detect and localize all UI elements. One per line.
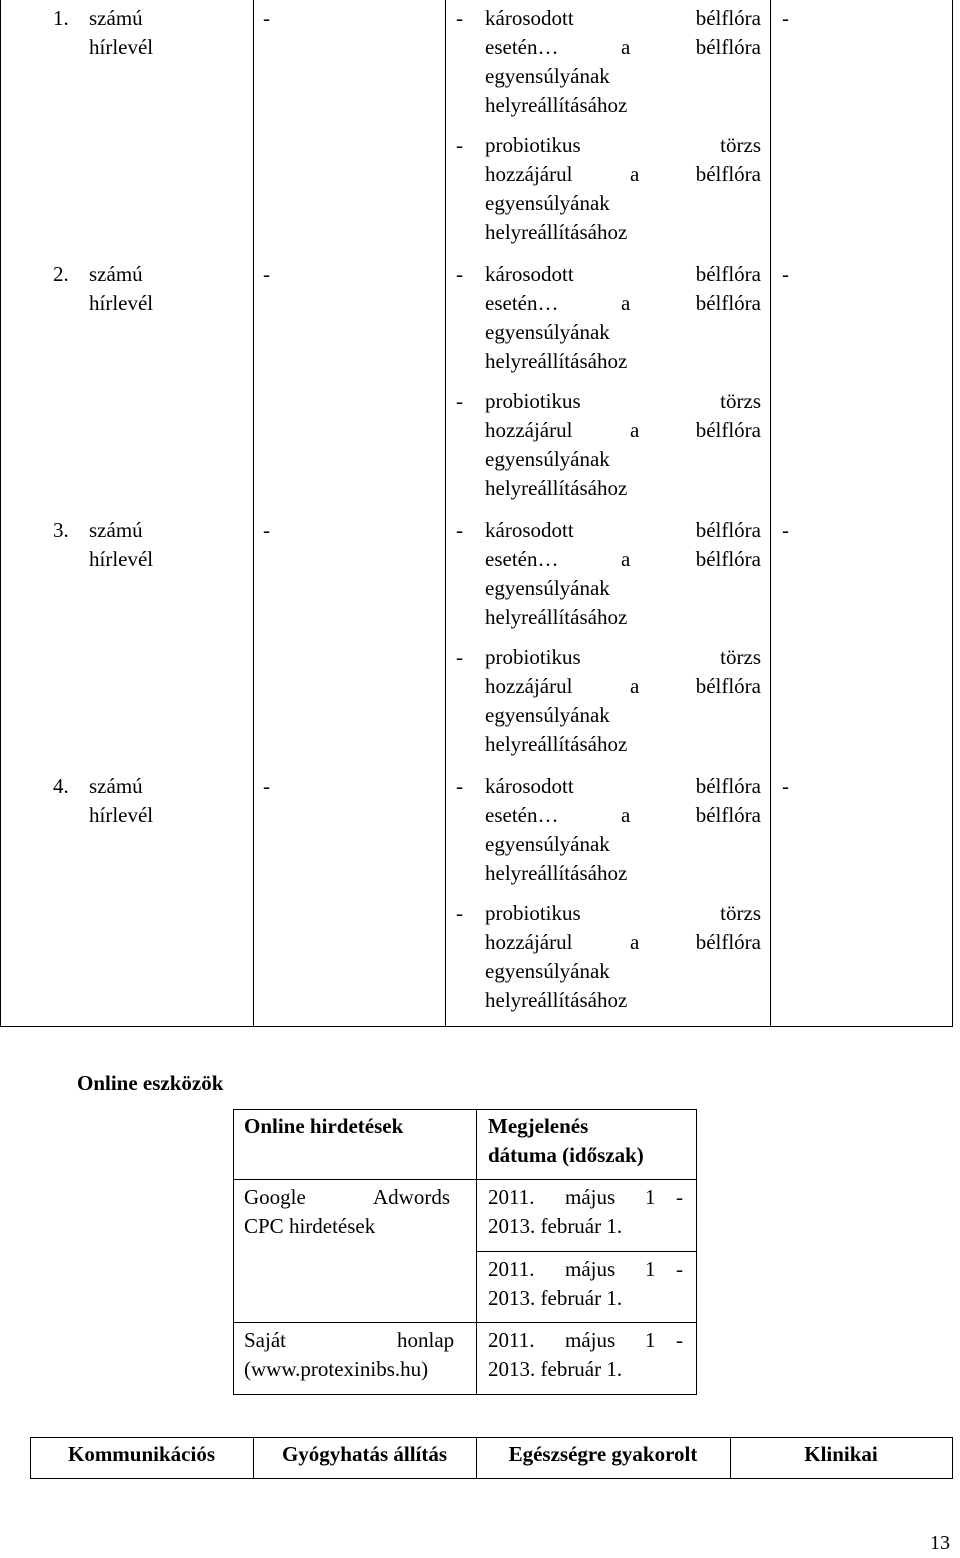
- item-dash: -: [456, 262, 463, 286]
- table-cell: 2011.: [488, 1185, 535, 1209]
- column-header: Kommunikációs: [67, 1442, 216, 1466]
- item-text: helyreállításához: [485, 988, 628, 1012]
- item-dash: -: [456, 774, 463, 798]
- table-divider: [233, 1109, 234, 1395]
- table-cell: 2011.: [488, 1257, 535, 1281]
- item-text: bélflóra: [695, 418, 761, 442]
- table-cell: -: [676, 1185, 683, 1209]
- item-text: helyreállításához: [485, 476, 628, 500]
- newsletter-number: 4.: [53, 774, 69, 798]
- item-text: probiotikus: [485, 645, 581, 669]
- table-divider: [30, 1437, 953, 1438]
- table-cell: 2011.: [488, 1328, 535, 1352]
- item-text: a: [621, 803, 631, 827]
- item-dash: -: [456, 645, 463, 669]
- item-text: esetén…: [485, 547, 559, 571]
- item-text: bélflóra: [695, 774, 761, 798]
- newsletter-title: hírlevél: [89, 547, 154, 571]
- newsletter-number: 2.: [53, 262, 69, 286]
- item-text: helyreállításához: [485, 605, 628, 629]
- item-text: törzs: [720, 645, 761, 669]
- col4-value: -: [782, 6, 789, 30]
- table-cell: Adwords: [373, 1185, 450, 1209]
- item-text: bélflóra: [695, 35, 761, 59]
- col4-value: -: [782, 262, 789, 286]
- table-cell: Google: [244, 1185, 306, 1209]
- table-divider: [952, 1437, 953, 1479]
- item-text: törzs: [720, 901, 761, 925]
- item-dash: -: [456, 6, 463, 30]
- table-cell: május: [565, 1328, 616, 1352]
- table-cell: 2013. február 1.: [488, 1357, 623, 1381]
- item-text: a: [621, 547, 631, 571]
- item-text: helyreállításához: [485, 861, 628, 885]
- item-text: helyreállításához: [485, 732, 628, 756]
- table-cell: honlap: [397, 1328, 455, 1352]
- col4-value: -: [782, 774, 789, 798]
- table-divider: [770, 0, 771, 1027]
- table-cell: 1: [645, 1185, 656, 1209]
- item-text: károsodott: [485, 262, 574, 286]
- newsletter-title: számú: [89, 262, 143, 286]
- item-text: bélflóra: [695, 547, 761, 571]
- item-text: egyensúlyának: [485, 64, 610, 88]
- item-text: a: [630, 162, 640, 186]
- table-divider: [233, 1394, 697, 1395]
- table-divider: [233, 1109, 697, 1110]
- item-text: károsodott: [485, 518, 574, 542]
- newsletter-title: hírlevél: [89, 803, 154, 827]
- table-divider: [0, 1026, 953, 1027]
- item-text: esetén…: [485, 291, 559, 315]
- item-text: egyensúlyának: [485, 703, 610, 727]
- table-cell: CPC hirdetések: [244, 1214, 376, 1238]
- item-dash: -: [456, 518, 463, 542]
- table-divider: [445, 0, 446, 1027]
- item-text: törzs: [720, 389, 761, 413]
- item-text: esetén…: [485, 35, 559, 59]
- newsletter-title: számú: [89, 6, 143, 30]
- item-text: bélflóra: [695, 162, 761, 186]
- table-divider: [476, 1109, 477, 1395]
- item-text: hozzájárul: [485, 674, 573, 698]
- col2-value: -: [263, 262, 270, 286]
- item-text: hozzájárul: [485, 418, 573, 442]
- column-header: Gyógyhatás állítás: [281, 1442, 448, 1466]
- table-cell: 1: [645, 1257, 656, 1281]
- item-text: a: [630, 418, 640, 442]
- item-dash: -: [456, 389, 463, 413]
- section-heading: Online eszközök: [77, 1071, 224, 1095]
- item-text: probiotikus: [485, 133, 581, 157]
- item-text: károsodott: [485, 6, 574, 30]
- item-text: esetén…: [485, 803, 559, 827]
- table-divider: [233, 1322, 697, 1323]
- column-header: Megjelenés: [488, 1114, 589, 1138]
- newsletter-title: hírlevél: [89, 291, 154, 315]
- table-cell: (www.protexinibs.hu): [244, 1357, 429, 1381]
- table-cell: 1: [645, 1328, 656, 1352]
- newsletter-title: hírlevél: [89, 35, 154, 59]
- item-text: bélflóra: [695, 262, 761, 286]
- table-cell: -: [676, 1328, 683, 1352]
- item-text: egyensúlyának: [485, 576, 610, 600]
- item-text: bélflóra: [695, 674, 761, 698]
- newsletter-title: számú: [89, 518, 143, 542]
- col2-value: -: [263, 518, 270, 542]
- page-number: 13: [930, 1532, 950, 1554]
- col4-value: -: [782, 518, 789, 542]
- item-text: a: [630, 930, 640, 954]
- item-text: helyreállításához: [485, 349, 628, 373]
- item-text: egyensúlyának: [485, 191, 610, 215]
- item-text: hozzájárul: [485, 162, 573, 186]
- table-cell: május: [565, 1185, 616, 1209]
- item-text: bélflóra: [695, 803, 761, 827]
- table-cell: 2013. február 1.: [488, 1286, 623, 1310]
- item-text: egyensúlyának: [485, 959, 610, 983]
- column-header: Klinikai: [804, 1442, 878, 1466]
- table-cell: 2013. február 1.: [488, 1214, 623, 1238]
- table-cell: május: [565, 1257, 616, 1281]
- newsletter-number: 3.: [53, 518, 69, 542]
- item-text: károsodott: [485, 774, 574, 798]
- col2-value: -: [263, 6, 270, 30]
- item-text: helyreállításához: [485, 93, 628, 117]
- column-header: dátuma (időszak): [488, 1143, 644, 1167]
- item-text: probiotikus: [485, 901, 581, 925]
- table-divider: [0, 0, 1, 1027]
- item-dash: -: [456, 133, 463, 157]
- item-dash: -: [456, 901, 463, 925]
- item-text: bélflóra: [695, 930, 761, 954]
- table-divider: [253, 0, 254, 1027]
- item-text: bélflóra: [695, 291, 761, 315]
- item-text: a: [630, 674, 640, 698]
- table-divider: [952, 0, 953, 1027]
- item-text: bélflóra: [695, 6, 761, 30]
- col2-value: -: [263, 774, 270, 798]
- item-text: probiotikus: [485, 389, 581, 413]
- table-divider: [233, 1179, 697, 1180]
- item-text: egyensúlyának: [485, 320, 610, 344]
- item-text: a: [621, 291, 631, 315]
- table-divider: [696, 1109, 697, 1395]
- table-divider: [30, 1478, 953, 1479]
- item-text: bélflóra: [695, 518, 761, 542]
- column-header: Online hirdetések: [244, 1114, 404, 1138]
- item-text: hozzájárul: [485, 930, 573, 954]
- table-divider: [476, 1251, 697, 1252]
- newsletter-number: 1.: [53, 6, 69, 30]
- item-text: helyreállításához: [485, 220, 628, 244]
- item-text: egyensúlyának: [485, 832, 610, 856]
- item-text: egyensúlyának: [485, 447, 610, 471]
- newsletter-title: számú: [89, 774, 143, 798]
- column-header: Egészségre gyakorolt: [508, 1442, 698, 1466]
- table-cell: -: [676, 1257, 683, 1281]
- item-text: törzs: [720, 133, 761, 157]
- item-text: a: [621, 35, 631, 59]
- table-cell: Saját: [244, 1328, 286, 1352]
